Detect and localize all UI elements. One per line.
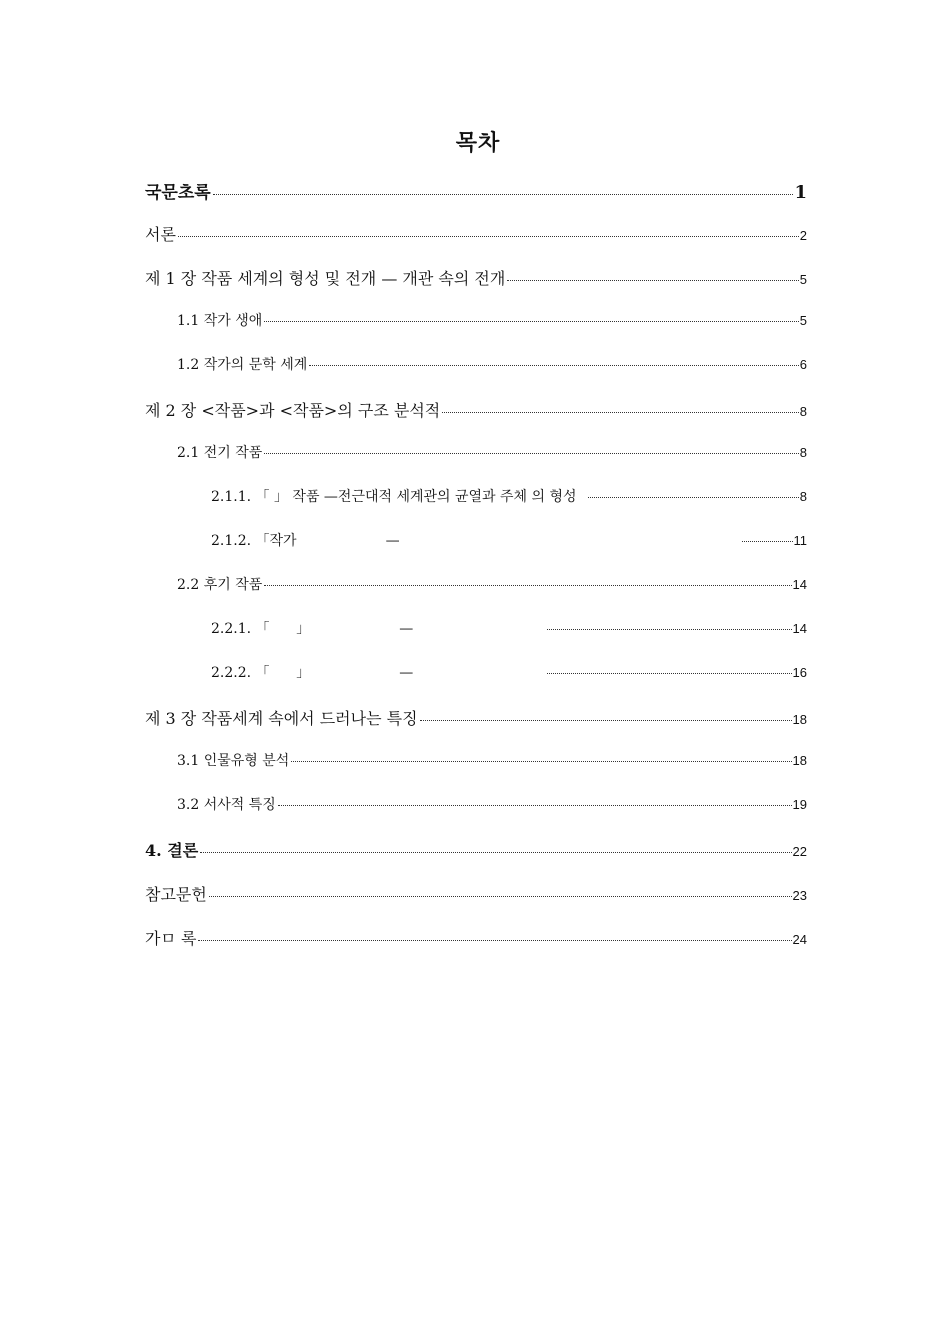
toc-page-number: 8: [799, 489, 807, 504]
toc-entry[interactable]: [145, 310, 807, 354]
toc-leader-dots: [264, 321, 799, 322]
toc-leader-dots: [209, 896, 792, 897]
toc-leader-dots: [200, 852, 791, 853]
toc-entry[interactable]: [145, 486, 807, 530]
toc-page-number: 24: [792, 932, 807, 947]
toc-entry-label: 4. 결론: [145, 841, 199, 860]
toc-entry[interactable]: [145, 530, 807, 574]
toc-leader-dots: [178, 236, 799, 237]
toc-page-number: 2: [799, 228, 807, 243]
toc-entry[interactable]: [145, 750, 807, 794]
toc-leader-dots: [507, 280, 798, 281]
toc-leader-dots: [309, 365, 798, 366]
toc-entry-label: 2.1.1. 「 」 작품 —전근대적 세계관의 균열과 주체 의 형성: [211, 489, 577, 505]
toc-leader-dots: [547, 629, 792, 630]
toc-entry[interactable]: [145, 794, 807, 838]
toc-entry-label: 참고문헌: [145, 885, 207, 904]
toc-page-number: 14: [792, 621, 807, 636]
toc-page-number: 8: [799, 445, 807, 460]
toc-entry[interactable]: [145, 882, 807, 926]
toc-page-number: 22: [792, 844, 807, 859]
toc-page-number: 6: [799, 357, 807, 372]
toc-leader-dots: [547, 673, 792, 674]
page-title: 목차: [455, 130, 501, 156]
toc-leader-dots: [442, 412, 799, 413]
toc-leader-dots: [742, 541, 793, 542]
toc-entry-label: 2.2.2. 「 」 —: [211, 665, 414, 681]
toc-entry-label: 2.1 전기 작품: [177, 445, 263, 461]
toc-page-number: 5: [799, 313, 807, 328]
toc-entry-label: 1.1 작가 생애: [177, 313, 263, 329]
toc-page-number: 19: [792, 797, 807, 812]
toc-leader-dots: [278, 805, 792, 806]
toc-page-number: 5: [799, 272, 807, 287]
toc-entry[interactable]: [145, 222, 807, 266]
toc-entry[interactable]: [145, 398, 807, 442]
toc-entry[interactable]: [145, 442, 807, 486]
toc-entry[interactable]: [145, 706, 807, 750]
table-of-contents: [145, 178, 807, 970]
toc-entry[interactable]: [145, 354, 807, 398]
toc-page-number: 18: [792, 753, 807, 768]
toc-leader-dots: [588, 497, 799, 498]
toc-page-number: 18: [792, 712, 807, 727]
toc-page-number: 16: [792, 665, 807, 680]
toc-entry-label: 3.2 서사적 특징: [177, 797, 276, 813]
toc-entry-label: 서론: [145, 225, 176, 244]
toc-entry[interactable]: [145, 662, 807, 706]
toc-page-number: 14: [792, 577, 807, 592]
toc-leader-dots: [264, 453, 799, 454]
toc-page-number: 8: [799, 404, 807, 419]
toc-page-number: 23: [792, 888, 807, 903]
toc-entry-label: 2.1.2. 「작가 —: [211, 533, 400, 549]
toc-page-number: 11: [793, 533, 807, 548]
toc-entry-label: 2.2 후기 작품: [177, 577, 263, 593]
toc-entry[interactable]: [145, 266, 807, 310]
toc-leader-dots: [264, 585, 791, 586]
toc-entry-label: 2.2.1. 「 」 —: [211, 621, 414, 637]
toc-entry-label: 1.2 작가의 문학 세계: [177, 357, 308, 373]
toc-page-number: 1: [794, 182, 807, 203]
toc-entry[interactable]: [145, 178, 807, 222]
toc-entry-label: 제 3 장 작품세계 속에서 드러나는 특징: [145, 709, 418, 728]
toc-entry-label: 3.1 인물유형 분석: [177, 753, 290, 769]
toc-entry-label: 제 1 장 작품 세계의 형성 및 전개 — 개관 속의 전개: [145, 269, 506, 288]
toc-leader-dots: [213, 194, 794, 195]
toc-entry[interactable]: [145, 926, 807, 970]
toc-leader-dots: [291, 761, 791, 762]
toc-entry-label: 가ㅁ 록: [145, 929, 197, 948]
toc-leader-dots: [420, 720, 792, 721]
toc-entry[interactable]: [145, 618, 807, 662]
toc-entry-label: 국문초록: [145, 183, 211, 203]
toc-entry-label: 제 2 장 <작품>과 <작품>의 구조 분석적: [145, 401, 441, 420]
toc-entry[interactable]: [145, 574, 807, 618]
toc-entry[interactable]: [145, 838, 807, 882]
toc-leader-dots: [198, 940, 791, 941]
